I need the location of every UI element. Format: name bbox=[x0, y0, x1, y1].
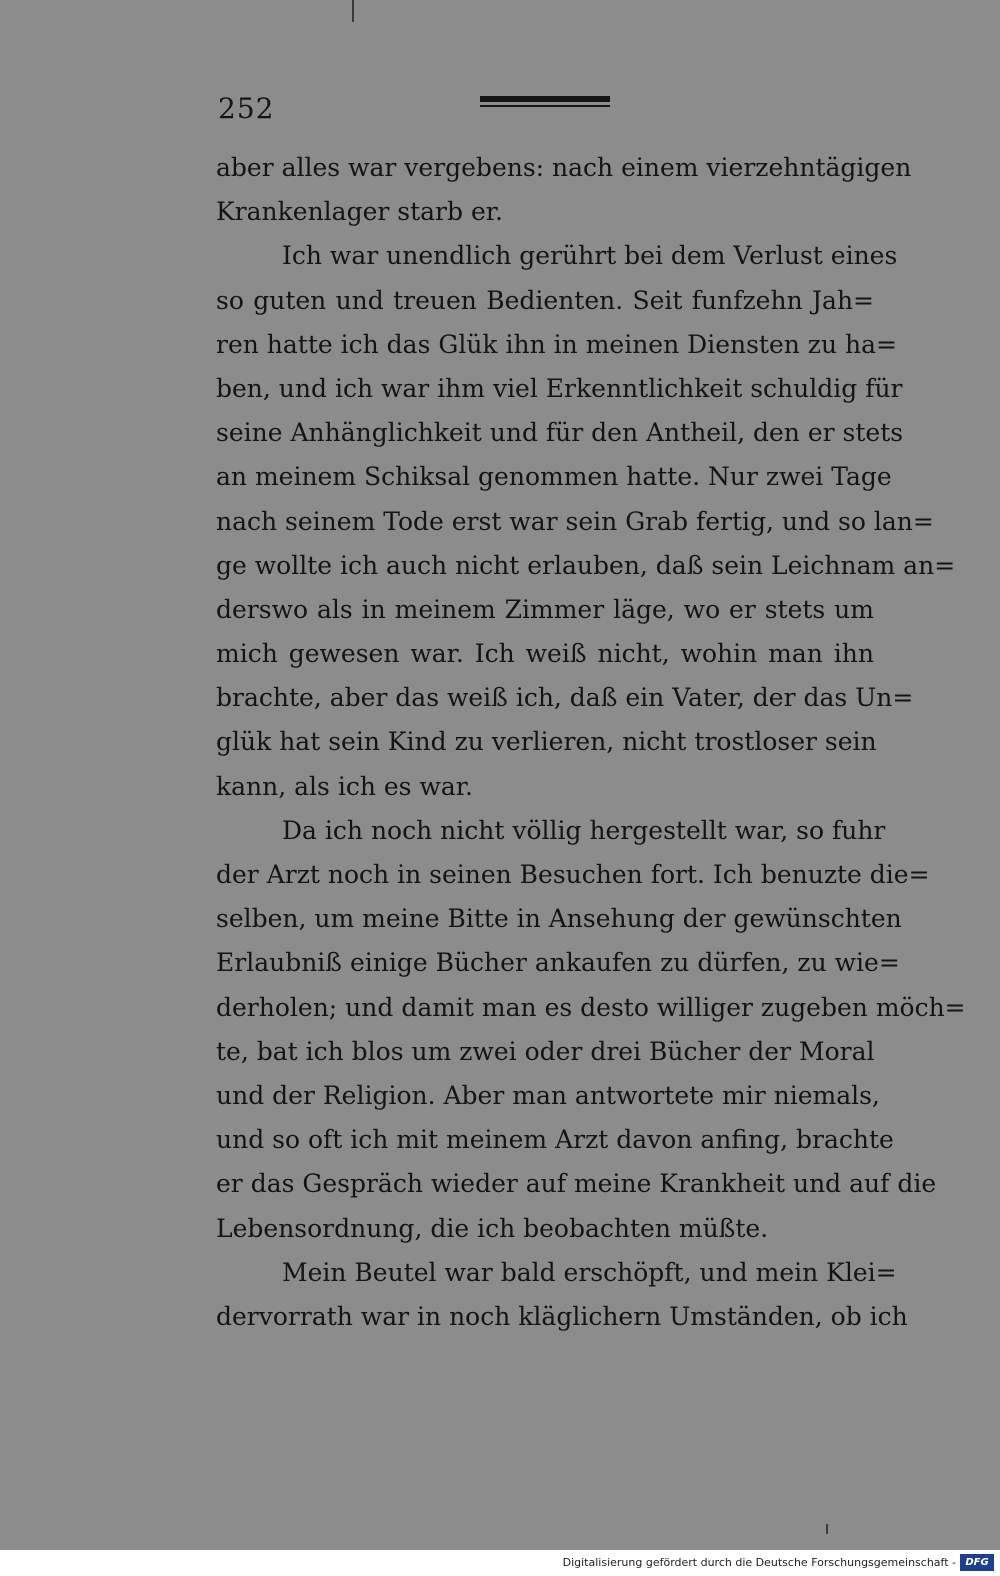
text-line: Lebensordnung, die ich beobachten müßte. bbox=[216, 1213, 769, 1243]
text-line: kann, als ich es war. bbox=[216, 771, 473, 801]
text-line: der Arzt noch in seinen Besuchen fort. Ich benuzte die= bbox=[216, 860, 930, 889]
text-line: Krankenlager starb er. bbox=[216, 197, 503, 227]
text-line: Da ich noch nicht völlig hergestellt war, so fuhr bbox=[282, 815, 886, 845]
text-line: und so oft ich mit meinem Arzt davon anfing, brachte bbox=[216, 1125, 894, 1155]
text-line: nach seinem Tode erst war sein Grab fertig, und so lan= bbox=[216, 506, 934, 536]
text-line: Mein Beutel war bald erschöpft, und mein Klei= bbox=[282, 1257, 897, 1287]
digitization-footer bbox=[0, 1550, 1000, 1576]
header-rule bbox=[480, 96, 610, 108]
text-line: mich gewesen war. Ich weiß nicht, wohin man ihn bbox=[216, 639, 874, 669]
text-line: und der Religion. Aber man antwortete mir niemals, bbox=[216, 1080, 880, 1110]
text-line: brachte, aber das weiß ich, daß ein Vater, der das Un= bbox=[216, 683, 914, 713]
text-line: er das Gespräch wieder auf meine Krankheit und auf die bbox=[216, 1169, 937, 1199]
text-line: Ich war unendlich gerührt bei dem Verlust eines bbox=[282, 241, 898, 271]
dfg-logo: DFG bbox=[960, 1554, 994, 1571]
text-line: te, bat ich blos um zwei oder drei Bücher der Moral bbox=[216, 1036, 875, 1066]
scan-artifact bbox=[352, 0, 354, 22]
text-line: an meinem Schiksal genommen hatte. Nur zwei Tage bbox=[216, 462, 892, 492]
body-text bbox=[216, 146, 966, 1339]
text-line: dervorrath war in noch kläglichern Umständen, ob ich bbox=[216, 1301, 908, 1331]
text-line: ge wollte ich auch nicht erlauben, daß sein Leichnam an= bbox=[216, 550, 956, 580]
text-line: seine Anhänglichkeit und für den Antheil, den er stets bbox=[216, 418, 904, 448]
text-line: derswo als in meinem Zimmer läge, wo er stets um bbox=[216, 594, 874, 624]
text-line: selben, um meine Bitte in Ansehung der gewünschten bbox=[216, 904, 902, 934]
text-line: ben, und ich war ihm viel Erkenntlichkeit schuldig für bbox=[216, 373, 903, 403]
text-line: derholen; und damit man es desto williger zugeben möch= bbox=[216, 992, 966, 1022]
text-line: glük hat sein Kind zu verlieren, nicht trostloser sein bbox=[216, 727, 877, 757]
page-number: 252 bbox=[218, 92, 275, 125]
text-line: Erlaubniß einige Bücher ankaufen zu dürfen, zu wie= bbox=[216, 948, 900, 978]
text-line: ren hatte ich das Glük ihn in meinen Diensten zu ha= bbox=[216, 329, 897, 359]
scan-artifact bbox=[826, 1524, 828, 1534]
footer-credit: Digitalisierung gefördert durch die Deutsche Forschungsgemeinschaft - bbox=[562, 1556, 956, 1569]
text-line: aber alles war vergebens: nach einem vierzehntägigen bbox=[216, 153, 912, 182]
text-line: so guten und treuen Bedienten. Seit funfzehn Jah= bbox=[216, 285, 874, 315]
